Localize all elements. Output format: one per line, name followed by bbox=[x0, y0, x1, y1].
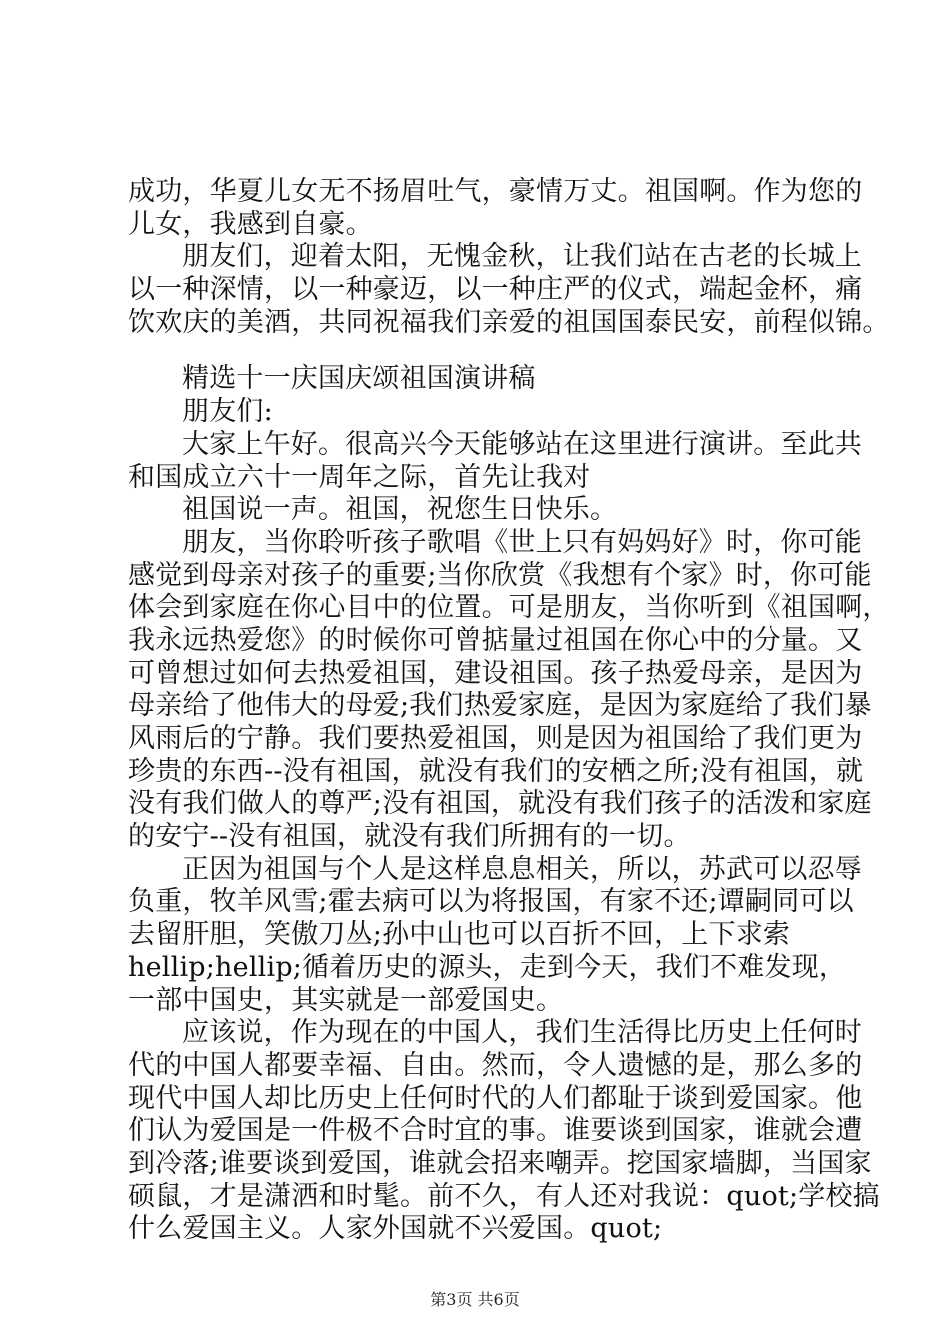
paragraph-start-line: 朋友，当你聆听孩子歌唱《世上只有妈妈好》时，你可能 bbox=[182, 526, 862, 558]
text-line: 到冷落;谁要谈到爱国，谁就会招来嘲弄。挖国家墙脚，当国家 bbox=[128, 1147, 872, 1179]
text-line: 的安宁--没有祖国，就没有我们所拥有的一切。 bbox=[128, 821, 691, 853]
text-line: hellip;hellip;循着历史的源头，走到今天，我们不难发现， bbox=[128, 951, 847, 983]
text-line: 硕鼠，才是潇洒和时髦。前不久，有人还对我说：quot;学校搞 bbox=[128, 1180, 880, 1212]
document-body bbox=[128, 176, 890, 1246]
paragraph-start-line: 大家上午好。很高兴今天能够站在这里进行演讲。至此共 bbox=[182, 428, 862, 460]
text-line: 体会到家庭在你心目中的位置。可是朋友，当你听到《祖国啊， bbox=[128, 592, 890, 624]
text-line: 和国成立六十一周年之际，首先让我对 bbox=[128, 461, 591, 493]
text-line: 一部中国史，其实就是一部爱国史。 bbox=[128, 984, 564, 1016]
salutation: 朋友们: bbox=[182, 396, 273, 428]
text-line: 没有我们做人的尊严;没有祖国，就没有我们孩子的活泼和家庭 bbox=[128, 788, 872, 820]
text-line: 去留肝胆，笑傲刀丛;孙中山也可以百折不回，上下求索 bbox=[128, 919, 791, 951]
text-line: 珍贵的东西--没有祖国，就没有我们的安栖之所;没有祖国，就 bbox=[128, 755, 864, 787]
text-line: 母亲给了他伟大的母爱;我们热爱家庭，是因为家庭给了我们暴 bbox=[128, 690, 872, 722]
paragraph-gap bbox=[128, 339, 828, 363]
text-line: 可曾想过如何去热爱祖国，建设祖国。孩子热爱母亲，是因为 bbox=[128, 657, 863, 689]
text-line: 负重，牧羊风雪;霍去病可以为将报国，有家不还;谭嗣同可以 bbox=[128, 886, 854, 918]
text-line: 风雨后的宁静。我们要热爱祖国，则是因为祖国给了我们更为 bbox=[128, 723, 863, 754]
section-title: 精选十一庆国庆颂祖国演讲稿 bbox=[182, 363, 536, 395]
text-line: 们认为爱国是一件极不合时宜的事。谁要谈到国家，谁就会遭 bbox=[128, 1115, 863, 1147]
text-line: 以一种深情，以一种豪迈，以一种庄严的仪式，端起金杯，痛 bbox=[128, 274, 863, 306]
text-line: 成功，华夏儿女无不扬眉吐气，豪情万丈。祖国啊。作为您的 bbox=[128, 176, 863, 207]
page-number-footer: 第3页 共6页 bbox=[430, 1290, 520, 1309]
paragraph-start-line: 正因为祖国与个人是这样息息相关，所以，苏武可以忍辱 bbox=[182, 853, 862, 885]
text-line: 代的中国人都要幸福、自由。然而，令人遗憾的是，那么多的 bbox=[128, 1049, 863, 1081]
text-line: 感觉到母亲对孩子的重要;当你欣赏《我想有个家》时，你可能 bbox=[128, 559, 872, 591]
paragraph-start-line: 应该说，作为现在的中国人，我们生活得比历史上任何时 bbox=[182, 1017, 862, 1049]
text-line: 饮欢庆的美酒，共同祝福我们亲爱的祖国国泰民安，前程似锦。 bbox=[128, 306, 890, 338]
paragraph-start-line: 祖国说一声。祖国，祝您生日快乐。 bbox=[182, 494, 618, 526]
paragraph-start-line: 朋友们，迎着太阳，无愧金秋，让我们站在古老的长城上 bbox=[182, 241, 862, 273]
text-line: 我永远热爱您》的时候你可曾掂量过祖国在你心中的分量。又 bbox=[128, 624, 863, 656]
text-line: 儿女，我感到自豪。 bbox=[128, 208, 373, 240]
text-line: 现代中国人却比历史上任何时代的人们都耻于谈到爱国家。他 bbox=[128, 1082, 863, 1114]
text-line: 什么爱国主义。人家外国就不兴爱国。quot; bbox=[128, 1213, 663, 1245]
